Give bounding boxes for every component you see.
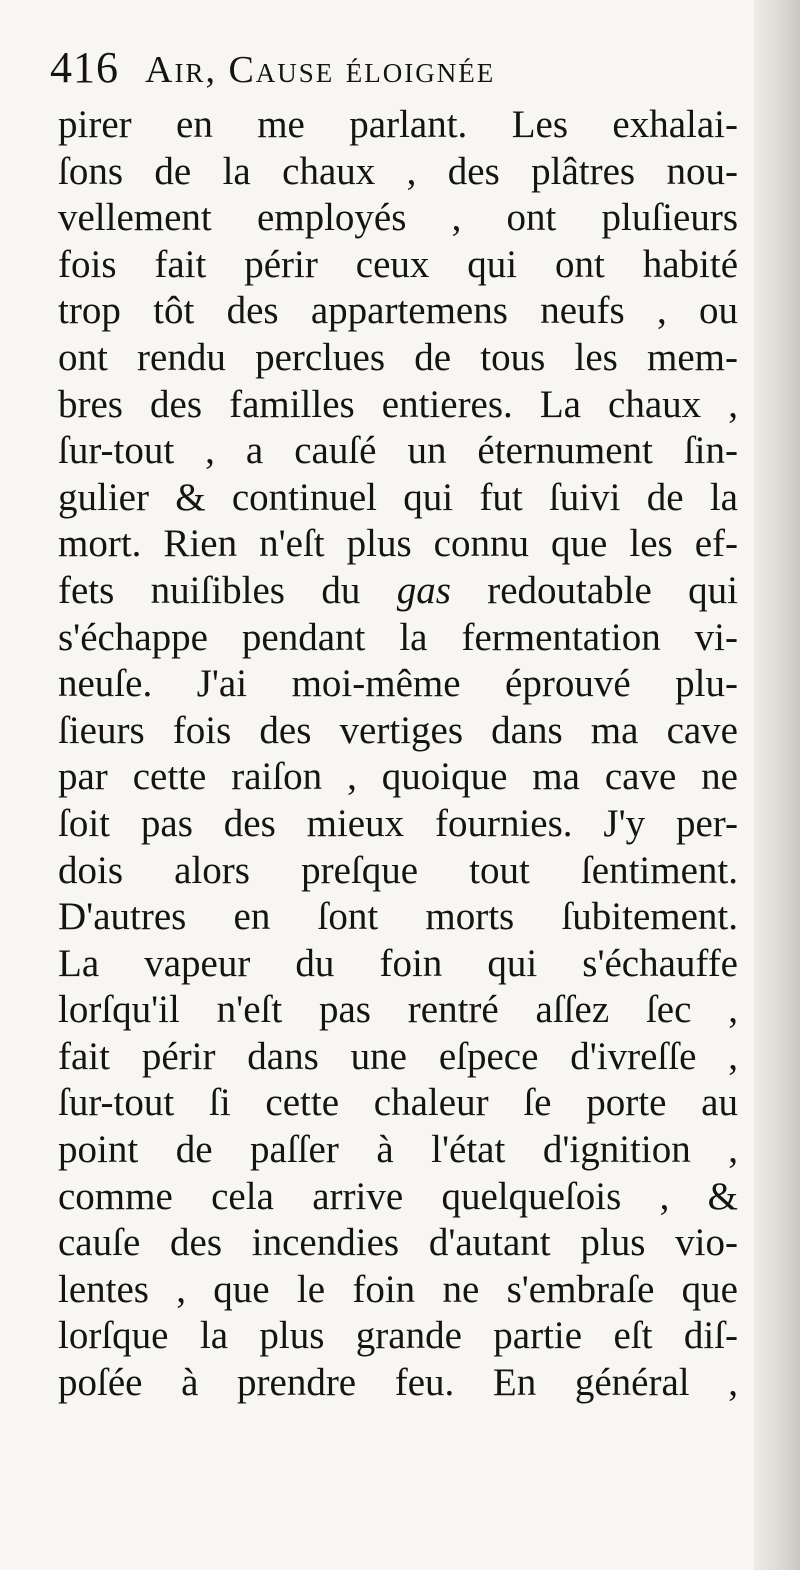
text-line: dois alors preſque tout ſentiment.	[58, 848, 738, 892]
text-line: comme cela arrive quelqueſois , &	[58, 1174, 738, 1218]
text-line: vellement employés , ont pluſieurs	[58, 196, 738, 240]
text-line: gulier & continuel qui fut ſuivi de la	[58, 475, 738, 519]
text-line: poſée à prendre feu. En général ,	[58, 1361, 738, 1405]
body-text	[58, 102, 738, 1407]
text-line: ſons de la chaux , des plâtres nou-	[58, 149, 738, 193]
italic-word: gas	[396, 568, 451, 612]
text-line: ſur-tout ſi cette chaleur ſe porte au	[58, 1081, 738, 1125]
page-header	[50, 42, 750, 94]
text-line: trop tôt des appartemens neufs , ou	[58, 289, 738, 333]
text-line: lorſqu'il n'eſt pas rentré aſſez ſec ,	[58, 988, 738, 1032]
text-line: ſoit pas des mieux fournies. J'y per-	[58, 801, 738, 845]
text-line: par cette raiſon , quoique ma cave ne	[58, 755, 738, 799]
text-line: pirer en me parlant. Les exhalai-	[58, 103, 738, 146]
text-line: point de paſſer à l'état d'ignition ,	[58, 1128, 738, 1172]
text-line: fait périr dans une eſpece d'ivreſſe ,	[58, 1034, 738, 1078]
text-line: neuſe. J'ai moi-même éprouvé plu-	[58, 662, 738, 706]
page-number: 416	[50, 43, 119, 92]
text-line: bres des familles entieres. La chaux ,	[58, 382, 738, 426]
text-line: s'échappe pendant la fermentation vi-	[58, 615, 738, 659]
text-line: mort. Rien n'eſt plus connu que les ef-	[58, 522, 738, 566]
text-line: cauſe des incendies d'autant plus vio-	[58, 1221, 738, 1265]
text-line: lentes , que le foin ne s'embraſe que	[58, 1267, 738, 1311]
text-line: ſieurs fois des vertiges dans ma cave	[58, 708, 738, 752]
text-line: fois fait périr ceux qui ont habité	[58, 242, 738, 286]
page-edge-shadow	[754, 0, 800, 1570]
text-line: fets nuiſibles du gas redoutable qui	[58, 568, 738, 612]
text-line: ſur-tout , a cauſé un éternument ſin-	[58, 429, 738, 473]
text-line: lorſque la plus grande partie eſt diſ-	[58, 1314, 738, 1358]
text-line: ont rendu perclues de tous les mem-	[58, 335, 738, 379]
text-line: D'autres en ſont morts ſubitement.	[58, 895, 738, 939]
text-line: La vapeur du foin qui s'échauffe	[58, 941, 738, 985]
running-title: Air, Cause éloignée	[145, 49, 496, 91]
